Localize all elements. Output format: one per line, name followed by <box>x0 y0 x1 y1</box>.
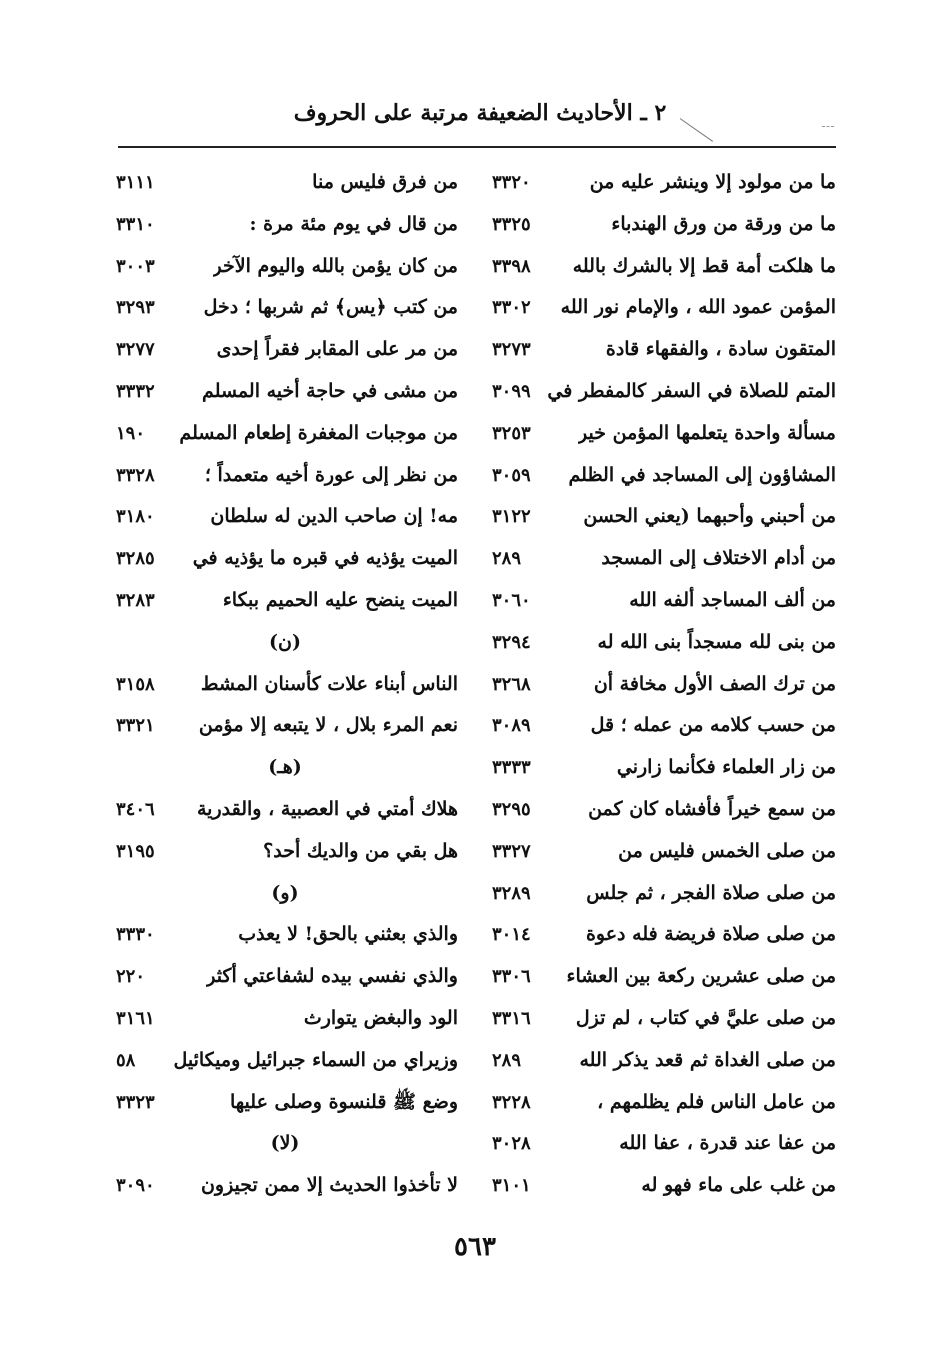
index-entry <box>112 455 458 497</box>
hadith-number: ٣٢٨٥ <box>116 548 155 570</box>
hadith-number: ٣٣٣٢ <box>116 380 155 402</box>
hadith-incipit: وزيراي من السماء جبرائيل وميكائيل <box>173 1048 458 1071</box>
letter-heading <box>112 747 458 789</box>
hadith-number: ٣١٥٨ <box>116 673 155 695</box>
hadith-number: ٣٢٧٣ <box>492 339 531 361</box>
hadith-incipit: نعم المرء بلال ، لا يتبعه إلا مؤمن <box>198 714 458 737</box>
hadith-incipit: من صلى الغداة ثم قعد يذكر الله <box>579 1048 836 1071</box>
hadith-incipit: من مر على المقابر فقراً إحدى <box>216 338 458 361</box>
index-entry <box>488 1082 836 1124</box>
hadith-number: ٣٣٣٣ <box>492 757 531 779</box>
hadith-number: ٣٢٢٨ <box>492 1091 531 1113</box>
hadith-number: ٣٢٨٩ <box>492 882 531 904</box>
index-entry <box>112 664 458 706</box>
hadith-number: ٣٣٢٣ <box>116 1091 155 1113</box>
hadith-number: ٥٨ <box>116 1049 136 1071</box>
index-entry <box>488 287 836 329</box>
hadith-incipit: من صلى صلاة فريضة فله دعوة <box>585 923 836 946</box>
hadith-number: ٣٣٠٦ <box>492 966 531 988</box>
index-entry <box>112 246 458 288</box>
index-entry <box>488 747 836 789</box>
letter-heading-text: (ن) <box>269 630 301 653</box>
index-entry <box>488 831 836 873</box>
hadith-incipit: ما من ورقة من ورق الهندباء <box>611 212 836 235</box>
index-entry <box>488 1165 836 1207</box>
index-entry <box>112 162 458 204</box>
hadith-incipit: من صلى صلاة الفجر ، ثم جلس <box>586 881 836 904</box>
hadith-incipit: والذي نفسي بيده لشفاعتي أكثر <box>206 965 458 988</box>
index-entry <box>112 329 458 371</box>
index-entry <box>112 538 458 580</box>
hadith-incipit: من أحبني وأحبهما (يعني الحسن <box>583 505 836 528</box>
hadith-number: ٣٣٣٠ <box>116 924 155 946</box>
hadith-number: ٣١٠١ <box>492 1175 531 1197</box>
hadith-incipit: من مشى في حاجة أخيه المسلم <box>202 379 458 402</box>
index-entry <box>488 455 836 497</box>
hadith-incipit: من صلى عشرين ركعة بين العشاء <box>566 965 836 988</box>
index-entry <box>488 580 836 622</box>
index-entry <box>488 956 836 998</box>
hadith-incipit: الميت ينضح عليه الحميم ببكاء <box>222 588 458 611</box>
hadith-number: ٣٠٩٩ <box>492 380 531 402</box>
hadith-incipit: من نظر إلى عورة أخيه متعمداً ؛ <box>204 463 458 486</box>
hadith-incipit: من كان يؤمن بالله واليوم الآخر <box>212 254 458 277</box>
hadith-number: ٣٠٩٠ <box>116 1175 155 1197</box>
hadith-incipit: من عامل الناس فلم يظلمهم ، <box>597 1090 836 1113</box>
hadith-number: ٣٣٢٥ <box>492 213 531 235</box>
index-entry <box>488 622 836 664</box>
hadith-number: ٣٠٨٩ <box>492 715 531 737</box>
hadith-number: ٣٢٥٣ <box>492 422 531 444</box>
hadith-number: ٣٠٥٩ <box>492 464 531 486</box>
hadith-number: ١٩٠ <box>116 422 146 444</box>
hadith-number: ٣١٨٠ <box>116 506 155 528</box>
hadith-number: ٢٢٠ <box>116 966 146 988</box>
index-entry <box>112 1082 458 1124</box>
hadith-number: ٣٣٢٧ <box>492 840 531 862</box>
hadith-incipit: من قال في يوم مئة مرة : <box>249 212 458 235</box>
hadith-incipit: من ترك الصف الأول مخافة أن <box>593 672 836 695</box>
index-entry <box>112 1165 458 1207</box>
hadith-incipit: المتم للصلاة في السفر كالمفطر في <box>547 379 836 402</box>
hadith-number: ٣٢٩٣ <box>116 297 155 319</box>
hadith-incipit: من فرق فليس منا <box>312 171 458 193</box>
right-column <box>488 162 836 1207</box>
hadith-incipit: من صلى الخمس فليس من <box>618 839 836 862</box>
hadith-number: ٢٨٩ <box>492 548 522 570</box>
index-entry <box>112 831 458 873</box>
hadith-incipit: من سمع خيراً فأفشاه كان كمن <box>588 797 836 820</box>
index-entry <box>488 413 836 455</box>
index-entry <box>488 1123 836 1165</box>
hadith-incipit: من غلب على ماء فهو له <box>641 1174 836 1197</box>
hadith-number: ٣٢٩٥ <box>492 798 531 820</box>
letter-heading <box>112 873 458 915</box>
hadith-number: ٣٢٩٤ <box>492 631 531 653</box>
hadith-incipit: المشاؤون إلى المساجد في الظلم <box>568 463 836 486</box>
hadith-incipit: من صلى عليَّ في كتاب ، لم تزل <box>575 1006 836 1029</box>
hadith-incipit: المؤمن عمود الله ، والإمام نور الله <box>560 296 836 319</box>
hadith-incipit: مه! إن صاحب الدين له سلطان <box>210 505 458 528</box>
hadith-incipit: لا تأخذوا الحديث إلا ممن تجيزون <box>200 1174 458 1197</box>
index-entry <box>112 371 458 413</box>
index-entry <box>488 162 836 204</box>
hadith-incipit: الميت يؤذيه في قبره ما يؤذيه في <box>192 547 458 570</box>
running-header: ٢ ـ الأحاديث الضعيفة مرتبة على الحروف <box>293 100 667 126</box>
hadith-number: ٣٢٦٨ <box>492 673 531 695</box>
header-rule <box>118 146 836 148</box>
letter-heading <box>112 622 458 664</box>
index-entry <box>112 204 458 246</box>
hadith-incipit: ما هلكت أمة قط إلا بالشرك بالله <box>572 254 836 277</box>
hadith-incipit: من أدام الاختلاف إلى المسجد <box>601 547 836 570</box>
hadith-incipit: هلاك أمتي في العصبية ، والقدرية <box>196 797 458 820</box>
index-entry <box>488 204 836 246</box>
index-entry <box>488 1040 836 1082</box>
hadith-incipit: وضع ﷺ قلنسوة وصلى عليها <box>230 1090 458 1113</box>
index-entry <box>488 329 836 371</box>
hadith-number: ٣٣٢١ <box>116 715 155 737</box>
index-entry <box>488 789 836 831</box>
hadith-incipit: ما من مولود إلا وينشر عليه من <box>589 171 836 193</box>
letter-heading-text: (لا) <box>270 1132 300 1155</box>
hadith-number: ٣١٩٥ <box>116 840 155 862</box>
hadith-incipit: من موجبات المغفرة إطعام المسلم <box>179 421 458 444</box>
index-entry <box>488 705 836 747</box>
index-entry <box>112 789 458 831</box>
index-entry <box>112 580 458 622</box>
index-entry <box>112 496 458 538</box>
hadith-incipit: الناس أبناء علات كأسنان المشط <box>200 672 458 695</box>
index-entry <box>488 371 836 413</box>
hadith-number: ٣١٢٢ <box>492 506 531 528</box>
index-entry <box>488 873 836 915</box>
hadith-incipit: من بنى لله مسجداً بنى الله له <box>597 630 836 653</box>
letter-heading <box>112 1123 458 1165</box>
hadith-number: ٣٠٢٨ <box>492 1133 531 1155</box>
hadith-incipit: من عفا عند قدرة ، عفا الله <box>619 1132 836 1155</box>
hadith-number: ٣٠١٤ <box>492 924 531 946</box>
hadith-number: ٣١١١ <box>116 172 155 193</box>
hadith-incipit: مسألة واحدة يتعلمها المؤمن خير <box>578 421 836 444</box>
index-entry <box>112 705 458 747</box>
index-entry <box>488 914 836 956</box>
hadith-number: ٢٨٩ <box>492 1049 522 1071</box>
hadith-incipit: المتقون سادة ، والفقهاء قادة <box>605 338 836 361</box>
index-entry <box>488 664 836 706</box>
hadith-number: ٣٠٠٣ <box>116 255 155 277</box>
index-entry <box>488 538 836 580</box>
hadith-number: ٣٣١٠ <box>116 213 155 235</box>
hadith-number: ٣٣٢٠ <box>492 172 531 193</box>
hadith-number: ٣١٦١ <box>116 1007 155 1029</box>
hadith-incipit: من ألف المساجد ألفه الله <box>629 588 836 611</box>
hadith-incipit: من زار العلماء فكأنما زارني <box>616 756 836 779</box>
hadith-incipit: من كتب ﴿يس﴾ ثم شربها ؛ دخل <box>203 296 458 319</box>
index-entry <box>112 914 458 956</box>
hadith-number: ٣٤٠٦ <box>116 798 155 820</box>
hadith-incipit: هل بقي من والديك أحد؟ <box>263 839 458 862</box>
scan-dots <box>822 126 834 129</box>
index-entry <box>112 1040 458 1082</box>
index-entry <box>112 413 458 455</box>
hadith-number: ٣٣٢٨ <box>116 464 155 486</box>
hadith-incipit: من حسب كلامه من عمله ؛ قل <box>590 714 836 737</box>
index-entry <box>112 287 458 329</box>
index-entry <box>488 496 836 538</box>
hadith-number: ٣٢٧٧ <box>116 339 155 361</box>
index-entry <box>488 246 836 288</box>
hadith-number: ٣٣١٦ <box>492 1007 531 1029</box>
letter-heading-text: (هـ) <box>268 756 302 779</box>
index-entry <box>112 956 458 998</box>
page-number: ٥٦٣ <box>454 1232 496 1262</box>
hadith-number: ٣٠٦٠ <box>492 589 531 611</box>
hadith-number: ٣٢٨٣ <box>116 589 155 611</box>
letter-heading-text: (و) <box>271 881 299 904</box>
hadith-number: ٣٣٠٢ <box>492 297 531 319</box>
hadith-incipit: والذي بعثني بالحق! لا يعذب <box>238 923 458 946</box>
index-entry <box>112 998 458 1040</box>
index-entry <box>488 998 836 1040</box>
left-column <box>112 162 458 1207</box>
hadith-incipit: الود والبغض يتوارث <box>303 1006 458 1029</box>
hadith-number: ٣٣٩٨ <box>492 255 531 277</box>
